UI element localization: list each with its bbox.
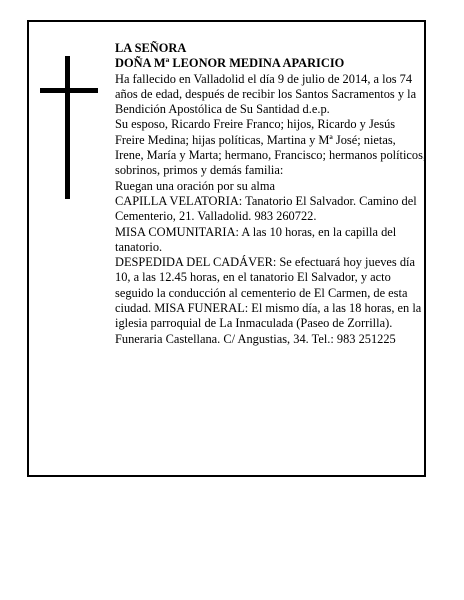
community-mass-info: MISA COMUNITARIA: A las 10 horas, en la capilla del tanatorio. <box>115 224 397 254</box>
family-list: Su esposo, Ricardo Freire Franco; hijos, Ricardo y Jesús Freire Medina; hijas políticas, Martina y Mª José; nietas, Irene, María y Marta; hermano, Francisco; hermanos políticos, sobrinos, primos y demás familia: <box>115 117 427 178</box>
deceased-name: DOÑA Mª LEONOR MEDINA APARICIO <box>115 56 345 71</box>
cross-vertical-bar <box>65 56 70 199</box>
cross-horizontal-bar <box>40 88 98 93</box>
wake-chapel-info: CAPILLA VELATORIA: Tanatorio El Salvador. Camino del Cementerio, 21. Valladolid. 983 260722. <box>115 193 417 224</box>
prayer-request: Ruegan una oración por su alma <box>115 178 275 193</box>
obituary-notice <box>27 20 426 477</box>
notice-title: LA SEÑORA <box>115 41 187 55</box>
death-announcement: Ha fallecido en Valladolid el día 9 de julio de 2014, a los 74 años de edad, después de recibir los Santos Sacramentos y la Bendición Apostólica de Su Santidad d.e.p. <box>115 71 417 117</box>
funeral-home-info: Funeraria Castellana. C/ Angustias, 34. Tel.: 983 251225 <box>115 331 396 346</box>
cross-icon <box>40 56 98 199</box>
farewell-and-funeral-info: DESPEDIDA DEL CADÁVER: Se efectuará hoy jueves día 10, a las 12.45 horas, en el tanatorio El Salvador, y acto seguido la conducción al cementerio de El Carmen, de esta ciudad. MISA FUNERAL: El mismo día, a las 18 horas, en la iglesia parroquial de La Inmaculada (Paseo de Zorrilla). <box>115 255 422 331</box>
notice-body <box>115 41 427 347</box>
